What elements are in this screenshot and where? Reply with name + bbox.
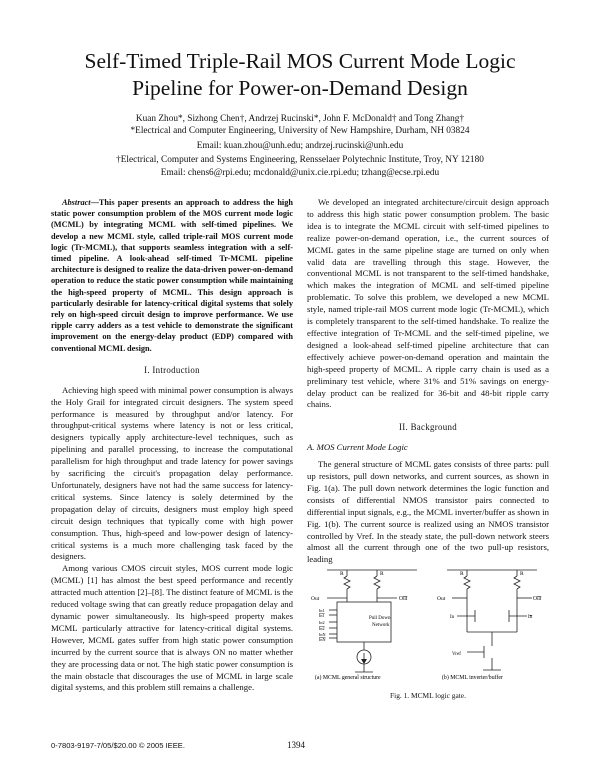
fig-out-label-b: Out [437,596,446,602]
fig-caption-b: (b) MCML inverter/buffer [442,675,503,680]
right-paragraph-1: We developed an integrated architecture/circuit design approach to address this high static power consumption problem. The basic idea is to integrate the MCML circuit with self-timed pipelines to realize power-on-demand operation, i.e., the current sources of MCML gates in the same pipeline stage are turned on only when valid data are travelling through this stage. However, the conventional MCML is not transparent to the self-timed handshake, which makes the integration of MCML and self-timed pipeline problematic. To solve this problem, we developed a new MCML style, named triple-rail MOS current mode logic (Tr-MCML), which is completely transparent to the self-timed handshake. To realize the effective integration of Tr-MCML and the self-timed pipeline, we designed a look-ahead self-timed pipeline architecture that can effectively achieve power-on-demand operation and maintain the high-speed property of MCML. A ripple carry chain is used as a preliminary test vehicle, where 31% and 51% savings on energy-delay product can be realized for 36-bit and 48-bit ripple carry chains. [307,197,549,410]
section-heading-introduction: I. Introduction [144,364,200,375]
copyright-notice: 0-7803-9197-7/05/$20.00 © 2005 IEEE. [51,741,185,750]
intro-paragraph-1: Achieving high speed with minimal power consumption is always the Holy Grail for integrated circuit designers. The system speed performance is measured by throughput and/or latency. For throughput-critical systems where latency is not or less critical, designers typically apply architecture-level techniques, such as pipelining and parallel processing, to increase the computational parallelism for high throughput and trade latency for power savings by sacrificing the circuit's propagation delay performance. Unfortunately, designers have not had the same success for latency-critical systems. Since latency is solely determined by the propagation delay of circuits, designers must employ high speed circuit design techniques that typically come with high power consumption. Thus, high-speed and low-power design of latency-critical systems is a much more challenging task faced by the designers. [51,384,293,562]
abstract-text: —This paper presents an approach to address the high static power consumption problem of the MOS current mode logic (MCML) by integrating MCML with self-timed pipelines. We develop a new MCML style, called triple-rail MOS current mode logic (Tr-MCML), that supports seamless integration with a self-timed pipeline. A look-ahead self-timed Tr-MCML pipeline architecture is designed to realize the data-driven power-on-demand operation to reduce the static power consumption while maintaining the high-speed property of MCML. This design approach is particularly desirable for latency-critical digital systems that solely rely on high-speed circuit design to improve performance. We use ripple carry adders as a test vehicle to demonstrate the significant improvement on the energy-delay product (EDP) compared with conventional MCML design. [51,198,293,353]
fig-in-label-b: In [450,615,455,620]
intro-paragraph-2: Among various CMOS circuit styles, MOS current mode logic (MCML) [1] has almost the best speed performance and recently attracted much attention [2]–[8]. The distinct feature of MCML is the reduced voltage swing that can greatly reduce propagation delay and dynamic power simultaneously. Its high-speed property makes MCML particularly attractive for latency-critical digital systems. However, MCML gates suffer from high static power consumption incurred by the current source that is always ON no matter whether they are processing data or not. The high static power consumption is the main obstacle that discourages the use of MCML in large scale digital systems, and this problem still remains a challenge. [51,563,293,693]
left-column [51,197,293,694]
right-paragraph-2: The general structure of MCML gates consists of three parts: pull up resistors, pull down networks, and current sources, as shown in Fig. 1(a). The pull down network determines the logic function and consists of differential NMOS transistor pairs connected to differential input signals, e.g., the MCML inverter/buffer as shown in Fig. 1(b). The current source is realized using an NMOS transistor controlled by Vref. In the steady state, the pull-down network steers almost all the current through one of the two pull-up resistors, leading [307,459,549,565]
fig-in-label-5: InN [319,632,326,637]
email-1: Email: kuan.zhou@unh.edu; andrzej.rucinski@unh.edu [196,141,404,151]
affiliation-2: †Electrical, Computer and Systems Engineering, Rensselaer Polytechnic Institute, Troy, NY 12180 [116,155,484,165]
fig-caption-a: (a) MCML general structure [315,675,381,680]
page-number: 1394 [287,740,305,750]
fig-network-line-1: Pull Down [369,616,391,621]
paper-title [0,48,600,102]
fig-out-label-a: Out [311,596,320,602]
email-2: Email: chens6@rpi.edu; mcdonald@unix.cie.rpi.edu; tzhang@ecse.rpi.edu [160,168,440,178]
title-line-2: Pipeline for Power-on-Demand Design [132,76,468,100]
fig-outbar-label-a: Out [399,596,408,602]
fig-r-label-b2: R [520,571,524,577]
fig-in-label-2: In1 [319,613,325,618]
fig-in-label-3: In2 [319,620,325,625]
subsection-heading-mcml: A. MOS Current Mode Logic [307,442,408,453]
fig-outbar-label-b: Out [533,596,542,602]
fig-in-label-1: In1 [319,608,325,613]
figure-caption: Fig. 1. MCML logic gate. [390,691,466,700]
author-list: Kuan Zhou*, Sizhong Chen†, Andrzej Rucinski*, John F. McDonald† and Tong Zhang† [135,114,465,124]
fig-inbar-label-b: In [528,615,533,620]
title-line-1: Self-Timed Triple-Rail MOS Current Mode Logic [84,49,516,73]
fig-r-label-b: R [460,571,464,577]
fig-in-label-6: InN [319,637,326,642]
fig-in-label-4: In2 [319,626,325,631]
mcml-schematic [307,562,549,680]
current-source-arrow-icon [361,659,367,664]
right-column [307,197,549,566]
fig-r-label-a2: R [380,571,384,577]
fig-r-label-a: R [340,571,344,577]
section-heading-background: II. Background [399,422,457,433]
abstract-lead: Abstract [62,198,91,207]
fig-network-line-2: Network [372,623,390,628]
fig-vref-label: Vref [452,652,461,657]
figure-1 [307,562,549,700]
abstract [51,197,293,354]
affiliation-1: *Electrical and Computer Engineering, University of New Hampshire, Durham, NH 03824 [130,126,470,136]
